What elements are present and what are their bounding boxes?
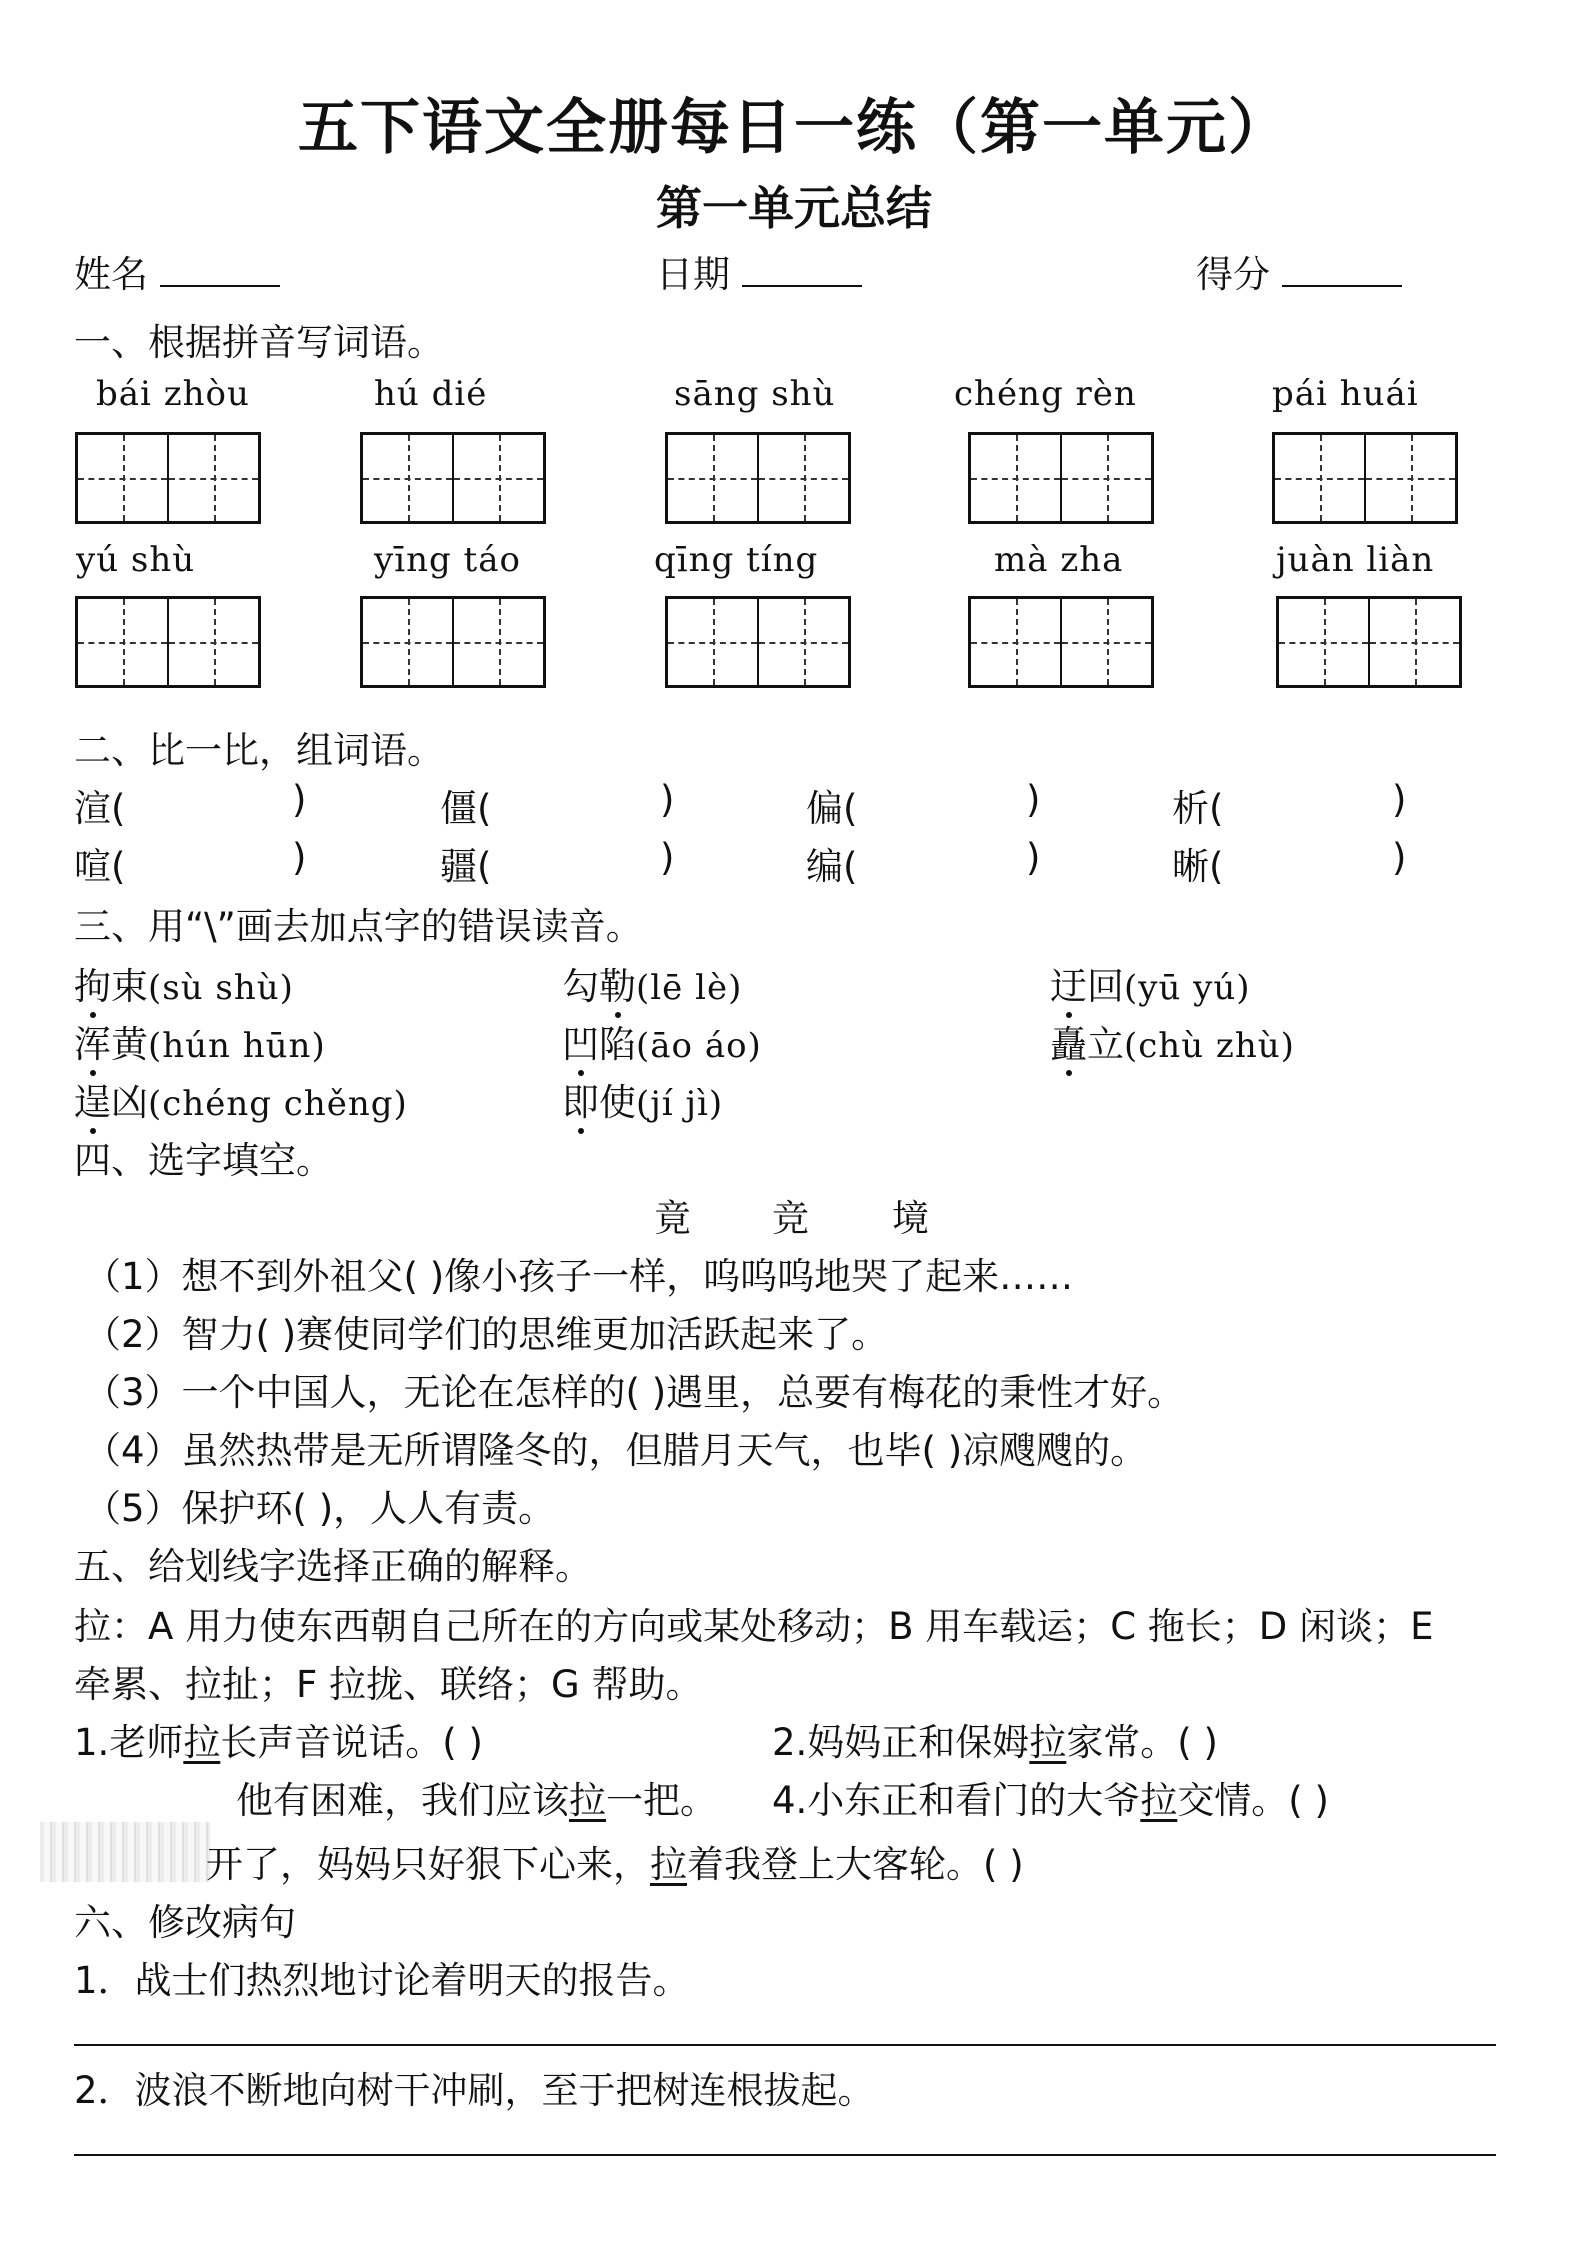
date-label: 日期 [656, 253, 730, 296]
writing-box[interactable] [665, 596, 851, 688]
pinyin-label: yīng táo [374, 540, 521, 580]
fill-sentence[interactable]: （4）虽然热带是无所谓隆冬的，但腊月天气，也毕( )凉飕飕的。 [84, 1429, 1148, 1472]
compare-item-close: ) [660, 836, 675, 879]
reading-item[interactable]: 勾勒(lē lè) [562, 956, 742, 1010]
section6-heading: 六、修改病句 [74, 1901, 296, 1944]
reading-item[interactable]: 迂回(yū yú) [1050, 956, 1251, 1010]
definition-line: 牵累、拉扯；F 拉拢、联络；G 帮助。 [74, 1663, 703, 1706]
pinyin-label: sāng shù [674, 374, 836, 414]
compare-item-open[interactable]: 喧( [74, 845, 126, 888]
meaning-question[interactable]: 他有困难，我们应该拉一把。 [236, 1779, 717, 1822]
writing-box[interactable] [665, 432, 851, 524]
date-blank[interactable] [742, 255, 862, 287]
sentence-item: 2．波浪不断地向树干冲刷，至于把树连根拔起。 [74, 2069, 875, 2112]
pinyin-label: bái zhòu [96, 374, 250, 414]
meaning-question[interactable]: 2.妈妈正和保姆拉家常。( ) [772, 1721, 1218, 1764]
section1-heading: 一、根据拼音写词语。 [74, 321, 444, 364]
fill-sentence[interactable]: （5）保护环( )，人人有责。 [84, 1487, 556, 1530]
writing-box[interactable] [75, 596, 261, 688]
compare-item-close: ) [1392, 836, 1407, 879]
reading-item[interactable]: 拘束(sù shù) [74, 956, 294, 1010]
score-label: 得分 [1196, 253, 1270, 296]
writing-box[interactable] [968, 432, 1154, 524]
blurred-region [40, 1822, 210, 1882]
reading-item[interactable]: 浑黄(hún hūn) [74, 1014, 326, 1068]
compare-item-close: ) [1392, 778, 1407, 821]
choice-char: 竞 [772, 1197, 809, 1240]
definition-line: 拉：A 用力使东西朝自己所在的方向或某处移动；B 用车载运；C 拖长；D 闲谈；E [74, 1605, 1434, 1648]
reading-item[interactable]: 矗立(chù zhù) [1050, 1014, 1295, 1068]
writing-box[interactable] [1272, 432, 1458, 524]
page-subtitle: 第一单元总结 [656, 181, 932, 235]
compare-item-open[interactable]: 疆( [440, 845, 492, 888]
compare-item-close: ) [660, 778, 675, 821]
compare-item-open[interactable]: 渲( [74, 787, 126, 830]
writing-box[interactable] [75, 432, 261, 524]
pinyin-label: yú shù [76, 540, 196, 580]
page-title: 五下语文全册每日一练（第一单元） [298, 93, 1290, 163]
answer-line[interactable] [74, 2154, 1496, 2156]
name-field[interactable] [74, 244, 280, 298]
reading-item[interactable]: 逞凶(chéng chěng) [74, 1072, 408, 1126]
compare-item-open[interactable]: 僵( [440, 787, 492, 830]
score-blank[interactable] [1282, 255, 1402, 287]
pinyin-label: chéng rèn [954, 374, 1137, 414]
pinyin-label: pái huái [1272, 374, 1419, 414]
compare-item-open[interactable]: 编( [806, 845, 858, 888]
choice-char: 境 [892, 1197, 929, 1240]
answer-line[interactable] [74, 2044, 1496, 2046]
writing-box[interactable] [968, 596, 1154, 688]
meaning-question[interactable]: 开了，妈妈只好狠下心来，拉着我登上大客轮。( ) [206, 1843, 1024, 1886]
pinyin-label: hú dié [374, 374, 488, 414]
compare-item-open[interactable]: 晰( [1172, 845, 1224, 888]
pinyin-label: qīng tíng [654, 540, 819, 580]
date-field[interactable] [656, 244, 862, 298]
score-field[interactable] [1196, 244, 1402, 298]
compare-item-open[interactable]: 析( [1172, 787, 1224, 830]
section2-heading: 二、比一比，组词语。 [74, 729, 444, 772]
pinyin-label: mà zha [994, 540, 1124, 580]
compare-item-close: ) [1026, 836, 1041, 879]
compare-item-close: ) [1026, 778, 1041, 821]
section4-heading: 四、选字填空。 [74, 1139, 333, 1182]
writing-box[interactable] [360, 596, 546, 688]
compare-item-open[interactable]: 偏( [806, 787, 858, 830]
name-blank[interactable] [160, 255, 280, 287]
reading-item[interactable]: 凹陷(āo áo) [562, 1014, 762, 1068]
reading-item[interactable]: 即使(jí jì) [562, 1072, 723, 1126]
fill-sentence[interactable]: （1）想不到外祖父( )像小孩子一样，呜呜呜地哭了起来…… [84, 1255, 1074, 1298]
pinyin-label: juàn liàn [1276, 540, 1435, 580]
section5-heading: 五、给划线字选择正确的解释。 [74, 1545, 592, 1588]
sentence-item: 1．战士们热烈地讨论着明天的报告。 [74, 1959, 690, 2002]
choice-char: 竟 [654, 1197, 691, 1240]
compare-item-close: ) [292, 836, 307, 879]
compare-item-close: ) [292, 778, 307, 821]
meaning-question[interactable]: 4.小东正和看门的大爷拉交情。( ) [772, 1779, 1329, 1822]
fill-sentence[interactable]: （2）智力( )赛使同学们的思维更加活跃起来了。 [84, 1313, 889, 1356]
meaning-question[interactable]: 1.老师拉长声音说话。( ) [74, 1721, 483, 1764]
fill-sentence[interactable]: （3）一个中国人，无论在怎样的( )遇里，总要有梅花的秉性才好。 [84, 1371, 1185, 1414]
name-label: 姓名 [74, 253, 148, 296]
writing-box[interactable] [1276, 596, 1462, 688]
writing-box[interactable] [360, 432, 546, 524]
section3-heading: 三、用“\”画去加点字的错误读音。 [74, 905, 643, 948]
